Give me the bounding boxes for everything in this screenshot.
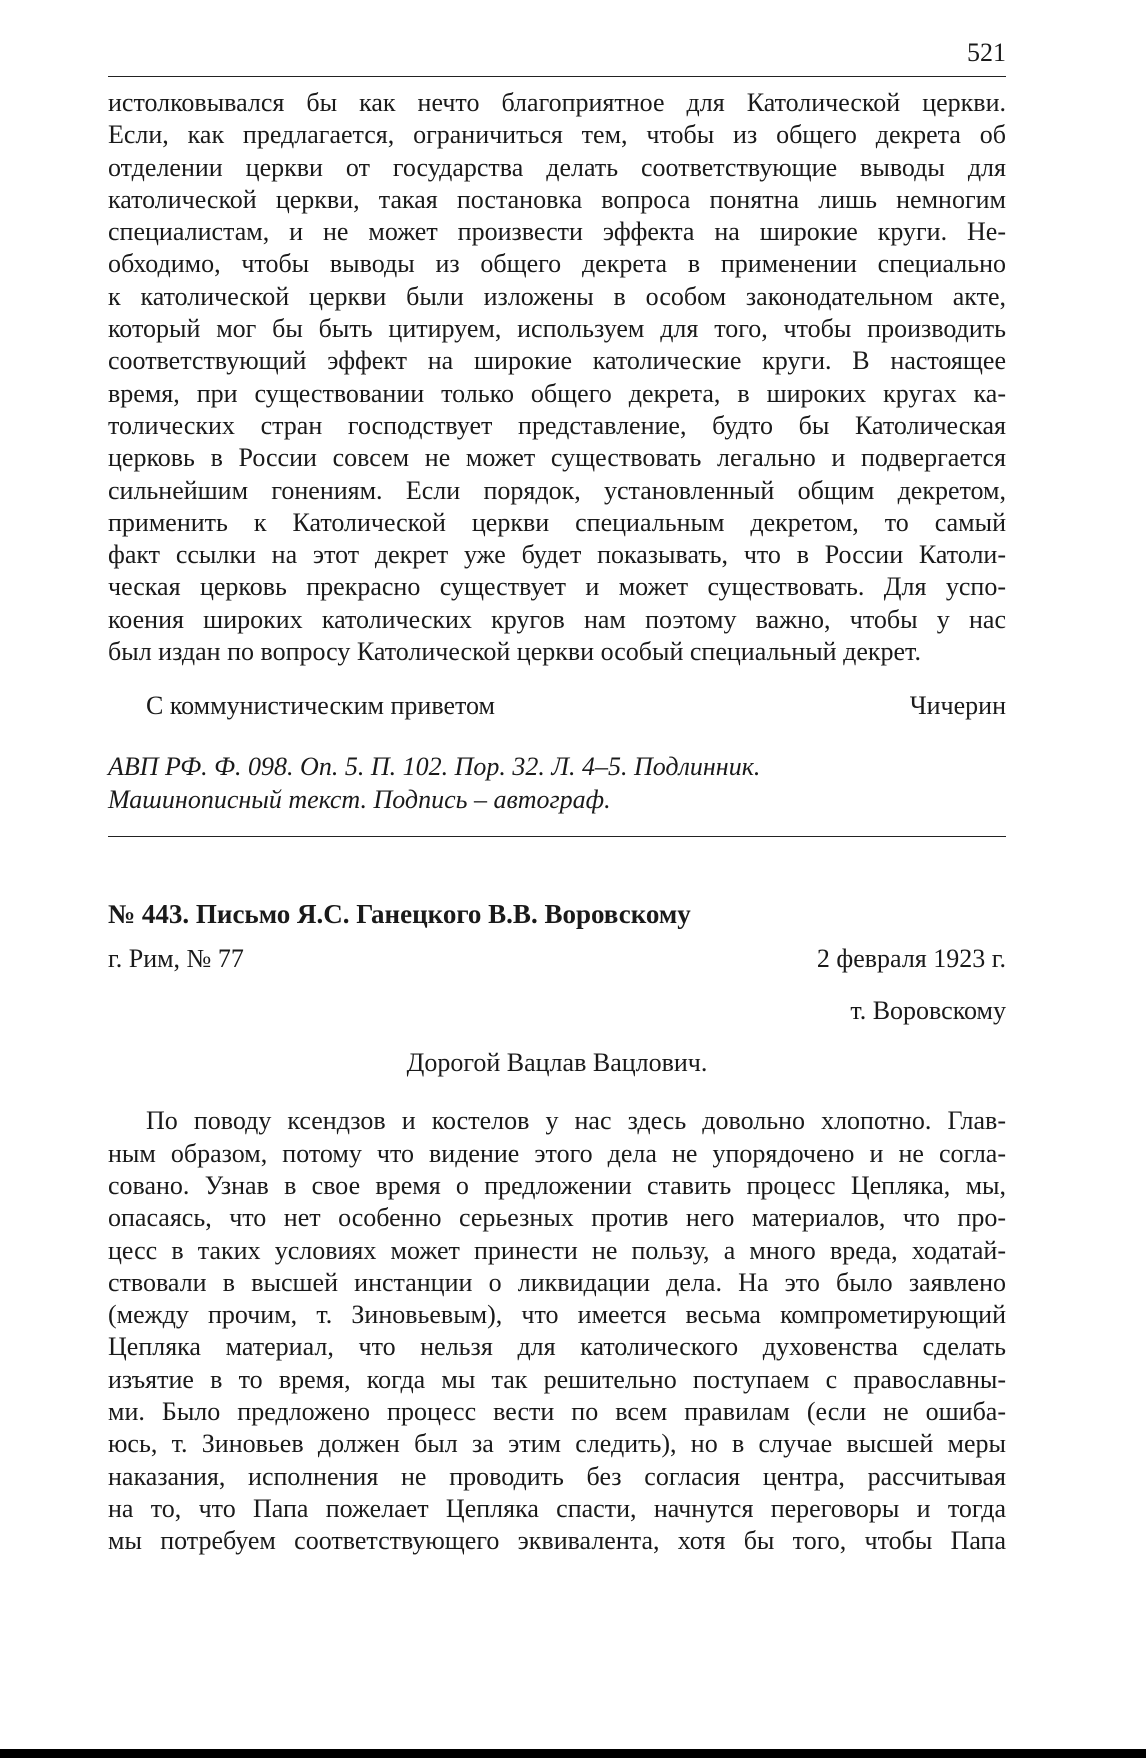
archive-note <box>108 750 1006 816</box>
text-line: цесс в таких условиях может принести не пользу, а много вреда, ходатай- <box>108 1235 1006 1265</box>
text-line: факт ссылки на этот декрет уже будет показывать, что в России Католи- <box>108 540 1006 570</box>
section-divider <box>108 836 1006 837</box>
document-date: 2 февраля 1923 г. <box>816 944 1006 974</box>
page-number: 521 <box>967 38 1006 67</box>
text-line: отделении церкви от государства делать соответствующие выводы для <box>108 152 1006 182</box>
text-line: соответствующий эффект на широкие католические круги. В настоящее <box>108 346 1006 376</box>
text-line: совано. Узнав в свое время о предложении ставить процесс Цепляка, мы, <box>108 1170 1006 1200</box>
text-line: сильнейшим гонениям. Если порядок, установленный общим декретом, <box>108 475 1006 505</box>
text-line: время, при существовании только общего декрета, в широких кругах ка- <box>108 378 1006 408</box>
scan-edge-bar <box>0 1749 1146 1758</box>
text-line: юсь, т. Зиновьев должен был за этим следить), но в случае высшей меры <box>108 1429 1006 1459</box>
text-line: мы потребуем соответствующего эквивалента, хотя бы того, чтобы Папа <box>108 1526 1006 1556</box>
salutation: Дорогой Вацлав Вацлович. <box>406 1048 708 1078</box>
document-meta <box>108 943 1006 975</box>
text-line: обходимо, чтобы выводы из общего декрета в применении специально <box>108 249 1006 279</box>
text-line: (между прочим, т. Зиновьевым), что имеется весьма компрометирующий <box>108 1300 1006 1330</box>
text-line: был издан по вопросу Католической церкви особый специальный декрет. <box>108 637 921 667</box>
closing-greeting: С коммунистическим приветом <box>146 691 495 721</box>
book-page <box>108 40 1006 1558</box>
archive-note-line: АВП РФ. Ф. 098. Оп. 5. П. 102. Пор. 32. Л. 4–5. Подлинник. <box>108 752 761 782</box>
text-line: на то, что Папа пожелает Цепляка спасти, начнутся переговоры и тогда <box>108 1493 1006 1523</box>
signature: Чичерин <box>909 691 1006 721</box>
text-line: ми. Было предложено процесс вести по всем правилам (если не ошиба- <box>108 1397 1006 1427</box>
text-line: наказания, исполнения не проводить без согласия центра, рассчитывая <box>108 1461 1006 1491</box>
archive-note-line: Машинописный текст. Подпись – автограф. <box>108 785 611 815</box>
text-line: ческая церковь прекрасно существует и может существовать. Для успо- <box>108 572 1006 602</box>
text-line: применить к Католической церкви специальным декретом, то самый <box>108 507 1006 537</box>
continuation-text <box>108 87 1006 668</box>
text-line: толических стран господствует представление, будто бы Католическая <box>108 410 1006 440</box>
text-line: Если, как предлагается, ограничиться тем, чтобы из общего декрета об <box>108 120 1006 150</box>
text-line: католической церкви, такая постановка вопроса понятна лишь немногим <box>108 184 1006 214</box>
text-line: коения широких католических кругов нам поэтому важно, чтобы у нас <box>108 604 1006 634</box>
text-line: к католической церкви были изложены в особом законодательном акте, <box>108 281 1006 311</box>
text-line: ствовали в высшей инстанции о ликвидации дела. На это было заявлено <box>108 1267 1006 1297</box>
header-rule <box>108 76 1006 77</box>
text-line: ным образом, потому что видение этого дела не упорядочено и не согла- <box>108 1138 1006 1168</box>
text-line: церковь в России совсем не может существовать легально и подвергается <box>108 443 1006 473</box>
text-line: По поводу ксендзов и костелов у нас здесь довольно хлопотно. Глав- <box>146 1106 1006 1136</box>
place-number: г. Рим, № 77 <box>108 944 244 974</box>
closing-row <box>108 690 1006 722</box>
text-line: Цепляка материал, что нельзя для католического духовенства сделать <box>108 1332 1006 1362</box>
text-line: который мог бы быть цитируем, используем для того, чтобы производить <box>108 314 1006 344</box>
text-line: изъятие в то время, когда мы так решительно поступаем с православны- <box>108 1364 1006 1394</box>
letter-text <box>108 1105 1006 1557</box>
text-line: истолковывался бы как нечто благоприятное для Католической церкви. <box>108 88 1006 117</box>
addressee: т. Воровскому <box>850 996 1006 1026</box>
text-line: опасаясь, что нет особенно серьезных против него материалов, что про- <box>108 1203 1006 1233</box>
text-line: специалистам, и не может произвести эффекта на широкие круги. Не- <box>108 217 1006 247</box>
document-title: № 443. Письмо Я.С. Ганецкого В.В. Воровскому <box>108 899 691 930</box>
